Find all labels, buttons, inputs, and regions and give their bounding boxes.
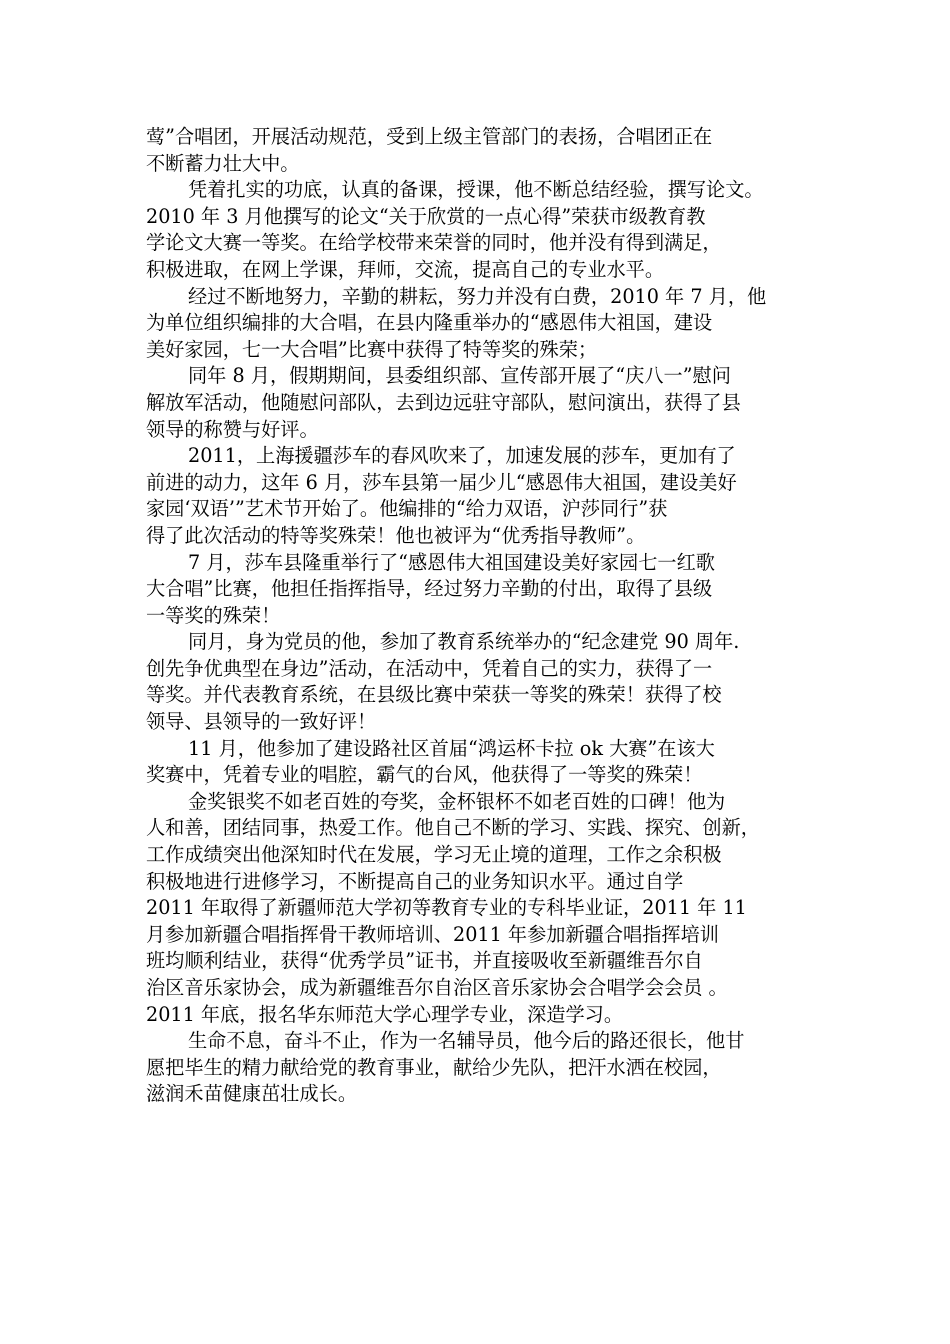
body-text-line: 前进的动力，这年 6 月，莎车县第一届少儿“感恩伟大祖国，建设美好: [146, 470, 737, 494]
body-text-line: 大合唱”比赛，他担任指挥指导，经过努力辛勤的付出，取得了县级: [146, 577, 713, 601]
body-text-line: 莺”合唱团，开展活动规范，受到上级主管部门的表扬，合唱团正在: [146, 125, 713, 148]
body-text-line: 金奖银奖不如老百姓的夸奖，金杯银杯不如老百姓的口碑！他为: [188, 789, 726, 813]
body-text-line: 领导、县领导的一致好评！: [146, 710, 377, 734]
body-text-line: 解放军活动，他随慰问部队，去到边远驻守部队，慰问演出，获得了县: [146, 390, 741, 414]
body-text-line: 得了此次活动的特等奖殊荣！他也被评为“优秀指导教师”。: [146, 523, 646, 547]
body-text-line: 同月，身为党员的他，参加了教育系统举办的“纪念建党 90 周年.: [188, 630, 740, 654]
body-text-line: 奖赛中，凭着专业的唱腔，霸气的台风，他获得了一等奖的殊荣！: [146, 763, 703, 787]
body-text-line: 学论文大赛一等奖。在给学校带来荣誉的同时，他并没有得到满足，: [146, 231, 722, 255]
body-text-line: 愿把毕生的精力献给党的教育事业，献给少先队，把汗水洒在校园，: [146, 1055, 722, 1079]
document-body: [146, 124, 810, 1108]
body-text-line: 治区音乐家协会，成为新疆维吾尔自治区音乐家协会合唱学会会员 。: [146, 976, 728, 999]
body-text-line: 生命不息，奋斗不止，作为一名辅导员，他今后的路还很长，他甘: [188, 1029, 745, 1053]
body-text-line: 工作成绩突出他深知时代在发展，学习无止境的道理，工作之余积极: [146, 843, 722, 867]
body-text-line: 积极地进行进修学习，不断提高自己的业务知识水平。通过自学: [146, 869, 684, 893]
body-text-line: 班均顺利结业，获得“优秀学员”证书，并直接吸收至新疆维吾尔自: [146, 949, 703, 973]
body-text-line: 为单位组织编排的大合唱，在县内隆重举办的“感恩伟大祖国，建设: [146, 311, 713, 335]
body-text-line: 不断蓄力壮大中。: [146, 151, 300, 175]
body-text-line: 家园‘双语’”艺术节开始了。他编排的“给力双语，沪莎同行”获: [146, 497, 668, 521]
body-text-line: 同年 8 月，假期期间，县委组织部、宣传部开展了“庆八一”慰问: [188, 364, 731, 388]
body-text-line: 2011 年底，报名华东师范大学心理学专业，深造学习。: [146, 1002, 624, 1026]
body-text-line: 滋润禾苗健康茁壮成长。: [146, 1082, 358, 1106]
body-text-line: 凭着扎实的功底，认真的备课，授课，他不断总结经验，撰写论文。: [188, 178, 764, 202]
body-text-line: 领导的称赞与好评。: [146, 417, 319, 441]
body-text-line: 经过不断地努力，辛勤的耕耘，努力并没有白费，2010 年 7 月，他: [188, 284, 767, 308]
body-text-line: 月参加新疆合唱指挥骨干教师培训、2011 年参加新疆合唱指挥培训: [146, 922, 719, 946]
body-text-line: 2010 年 3 月他撰写的论文“关于欣赏的一点心得”荣获市级教育教: [146, 204, 706, 228]
body-text-line: 等奖。并代表教育系统，在县级比赛中荣获一等奖的殊荣！获得了校: [146, 683, 722, 707]
body-text-line: 2011，上海援疆莎车的春风吹来了，加速发展的莎车，更加有了: [188, 444, 736, 468]
body-text-line: 7 月，莎车县隆重举行了“感恩伟大祖国建设美好家园七一红歌: [188, 550, 715, 574]
body-text-line: 美好家园，七一大合唱”比赛中获得了特等奖的殊荣；: [146, 337, 598, 361]
body-text-line: 积极进取，在网上学课，拜师，交流，提高自己的专业水平。: [146, 257, 665, 281]
body-text-line: 11 月，他参加了建设路社区首届“鸿运杯卡拉 ok 大赛”在该大: [188, 736, 715, 760]
body-text-line: 一等奖的殊荣！: [146, 603, 281, 627]
body-text-line: 人和善，团结同事，热爱工作。他自己不断的学习、实践、探究、创新，: [146, 816, 760, 840]
body-text-line: 2011 年取得了新疆师范大学初等教育专业的专科毕业证，2011 年 11: [146, 896, 747, 920]
body-text-line: 创先争优典型在身边”活动，在活动中，凭着自己的实力，获得了一: [146, 656, 713, 680]
